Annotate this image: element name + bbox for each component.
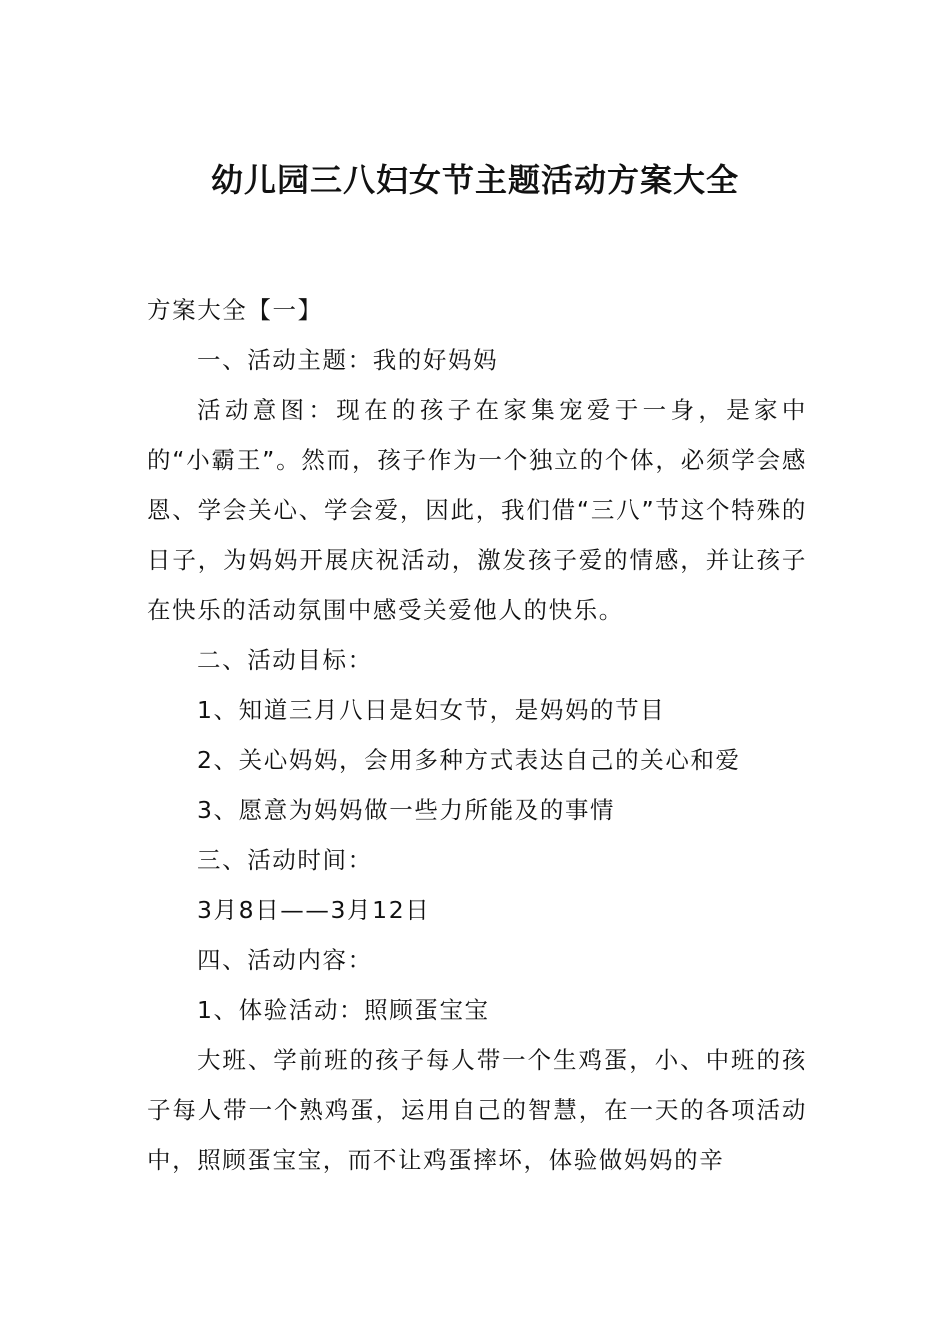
activity-theme-heading: 一、活动主题：我的好妈妈	[197, 346, 499, 374]
activity-time-value: 3月8日——3月12日	[197, 896, 431, 924]
document-title: 幼儿园三八妇女节主题活动方案大全	[210, 161, 739, 199]
activity-intent-paragraph: 活动意图：现在的孩子在家集宠爱于一身，是家中的“小霸王”。然而，孩子作为一个独立的个体，必须学会感恩、学会关心、学会爱，因此，我们借“三八”节这个特殊的日子，为妈妈开展庆祝活动，激发孩子爱的情感，并让孩子在快乐的活动氛围中感受关爱他人的快乐。	[147, 396, 807, 624]
goal-item-2: 2、关心妈妈，会用多种方式表达自己的关心和爱	[197, 746, 741, 774]
activity-content-heading: 四、活动内容：	[197, 946, 373, 974]
activity-time-heading: 三、活动时间：	[197, 846, 373, 874]
content-item-1-heading: 1、体验活动：照顾蛋宝宝	[197, 996, 490, 1024]
activity-goals-heading: 二、活动目标：	[197, 646, 373, 674]
section-heading: 方案大全【一】	[147, 296, 323, 324]
document-body	[147, 285, 807, 1185]
content-item-1-paragraph: 大班、学前班的孩子每人带一个生鸡蛋，小、中班的孩子每人带一个熟鸡蛋，运用自己的智慧，在一天的各项活动中，照顾蛋宝宝，而不让鸡蛋摔坏，体验做妈妈的辛	[147, 1046, 807, 1174]
goal-item-1: 1、知道三月八日是妇女节，是妈妈的节目	[197, 696, 666, 724]
goal-item-3: 3、愿意为妈妈做一些力所能及的事情	[197, 796, 616, 824]
